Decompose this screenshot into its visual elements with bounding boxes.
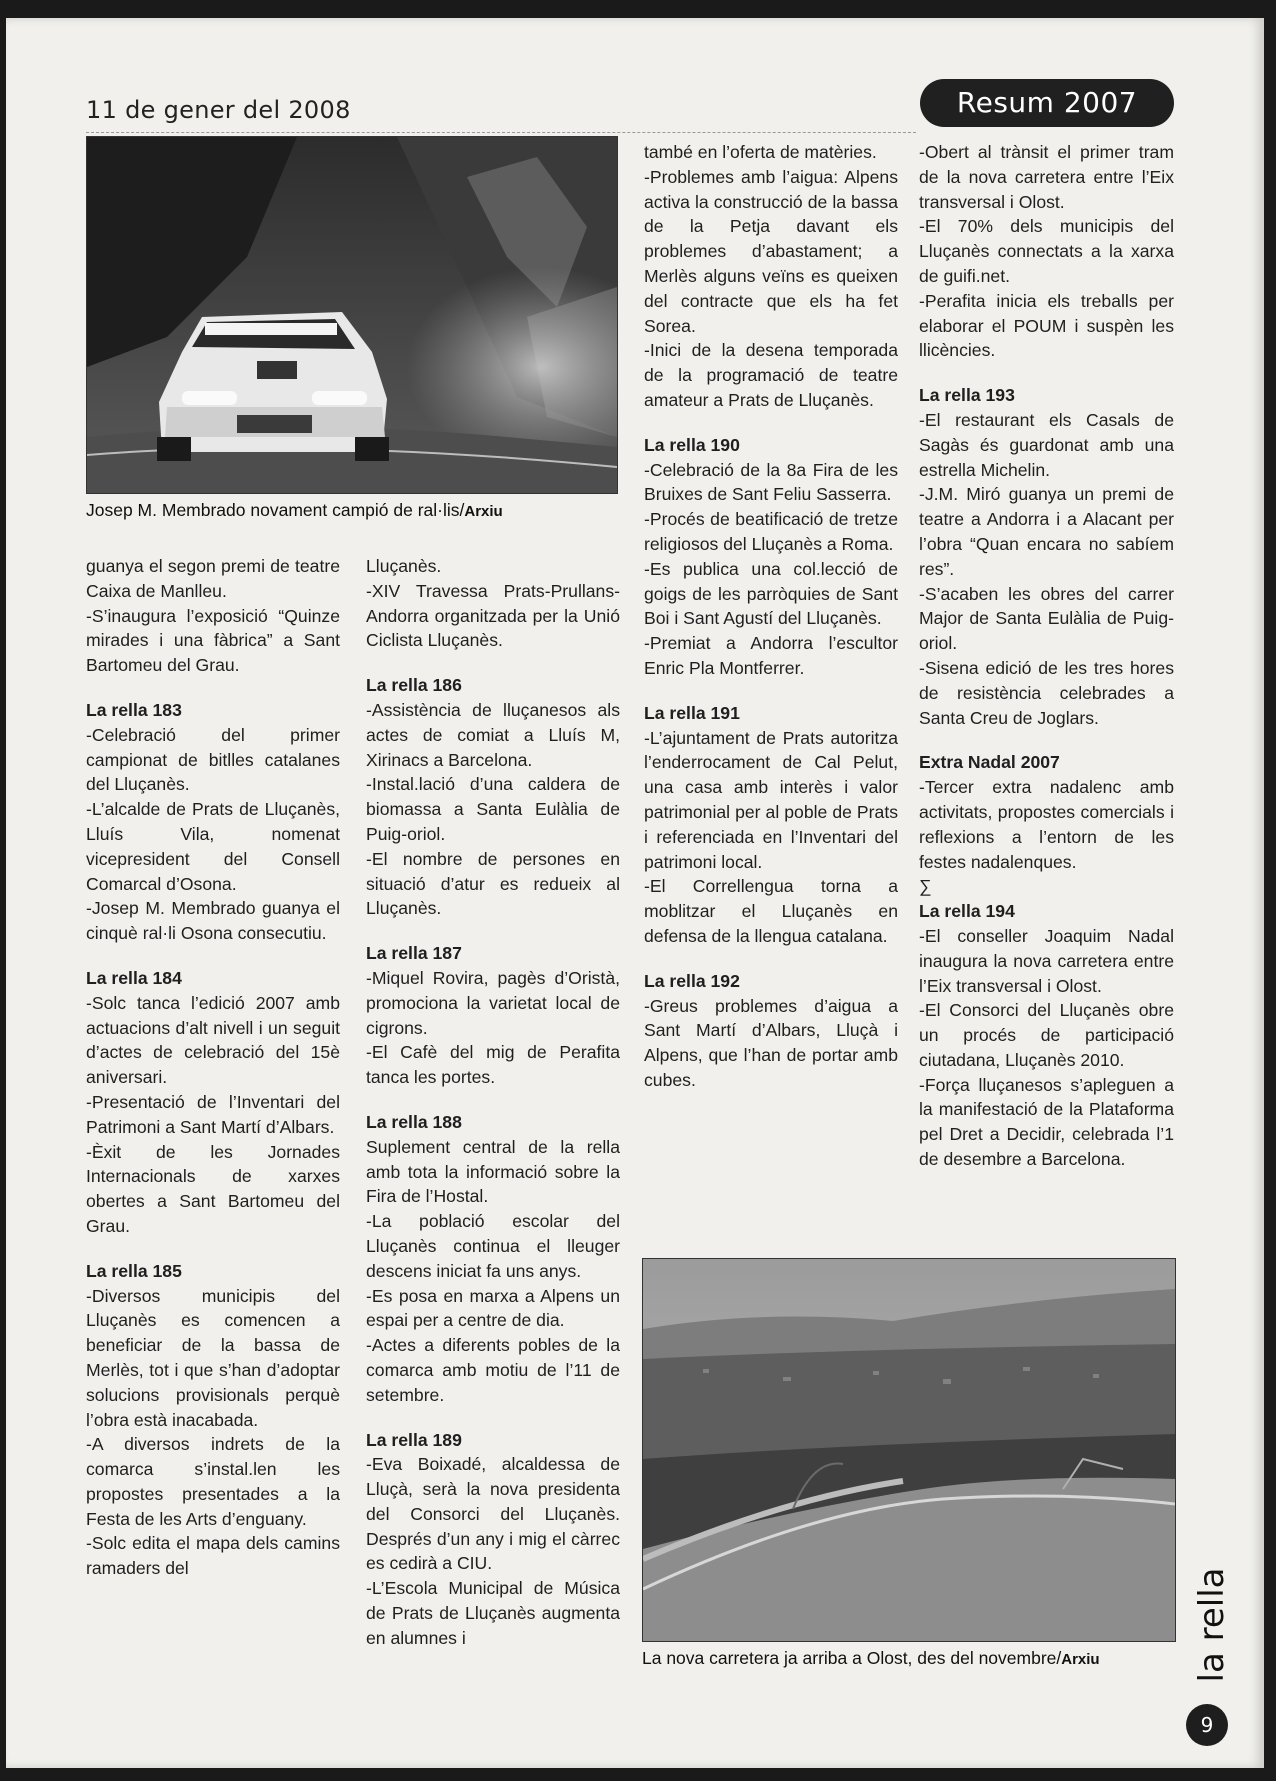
col4-text: -Sisena edició de les tres hores de resistència celebrades a Santa Creu de Joglars. bbox=[919, 657, 1174, 728]
col2-text: -El Cafè del mig de Perafita tanca les portes. bbox=[366, 1042, 620, 1088]
col1-text: -Presentació de l’Inventari del Patrimoni a Sant Martí d’Albars. bbox=[86, 1091, 340, 1137]
col1-text: -S’inaugura l’exposició “Quinze mirades i una fàbrica” a Sant Bartomeu del Grau. bbox=[86, 605, 340, 676]
col1-text: -L’alcalde de Prats de Lluçanès, Lluís Vila, nomenat vicepresident del Consell Comarcal d’Osona. bbox=[86, 799, 340, 894]
road-landscape-illustration bbox=[643, 1259, 1175, 1641]
col4-text: -El Consorci del Lluçanès obre un procés de participació ciutadana, Lluçanès 2010. bbox=[919, 1000, 1174, 1070]
col2-heading: La rella 186 bbox=[366, 675, 462, 696]
col1-text: -Solc tanca l’edició 2007 amb actuacions d’alt nivell i un seguit d’actes de celebració del 15è aniversari. bbox=[86, 992, 340, 1088]
col3-text: -Greus problemes d’aigua a Sant Martí d’Albars, Lluçà i Alpens, que l’han de portar amb cubes. bbox=[644, 995, 898, 1090]
col1-text: -Èxit de les Jornades Internacionals de xarxes obertes a Sant Bartomeu del Grau. bbox=[86, 1141, 340, 1236]
col3-text: -Es publica una col.lecció de goigs de les parròquies de Sant Boi i Sant Agustí del Lluçanès. bbox=[644, 558, 898, 629]
col1-text: -A diversos indrets de la comarca s’instal.len les propostes presentades a la Festa de les Arts d’enguany. bbox=[86, 1434, 340, 1529]
publication-name bbox=[1192, 1560, 1232, 1690]
publication-name-text: la rella bbox=[1192, 1567, 1232, 1683]
photo1-caption bbox=[86, 500, 626, 521]
column-4 bbox=[919, 140, 1174, 1172]
col2-text: -L’Escola Municipal de Música de Prats de Lluçanès augmenta en alumnes i bbox=[366, 1578, 620, 1648]
photo2-caption-source: Arxiu bbox=[1061, 1651, 1100, 1668]
rally-car-illustration bbox=[87, 137, 617, 493]
magazine-page bbox=[6, 18, 1264, 1768]
col4-text: -J.M. Miró guanya un premi de teatre a Andorra i a Alacant per l’obra “Quan encara no sabíem res”. bbox=[919, 484, 1174, 579]
col4-heading: La rella 194 bbox=[919, 901, 1015, 922]
photo2-caption-text: La nova carretera ja arriba a Olost, des del novembre/ bbox=[642, 1648, 1062, 1668]
col4-text: -S’acaben les obres del carrer Major de Santa Eulàlia de Puig-oriol. bbox=[919, 583, 1174, 654]
column-2 bbox=[366, 554, 620, 1651]
col1-text: -Josep M. Membrado guanya el cinquè ral·li Osona consecutiu. bbox=[86, 898, 340, 944]
col2-text: -XIV Travessa Prats-Prullans-Andorra organitzada per la Unió Ciclista Lluçanès. bbox=[366, 580, 620, 651]
col3-text: -Celebració de la 8a Fira de les Bruixes de Sant Feliu Sasserra. bbox=[644, 459, 898, 505]
col4-text: -El 70% dels municipis del Lluçanès connectats a la xarxa de guifi.net. bbox=[919, 216, 1174, 286]
photo2-caption bbox=[642, 1648, 1182, 1669]
col2-text: Suplement central de la rella amb tota la informació sobre la Fira de l’Hostal. bbox=[366, 1136, 620, 1207]
col2-text: -Assistència de lluçanesos als actes de comiat a Lluís M, Xirinacs a Barcelona. bbox=[366, 699, 620, 770]
col2-heading: La rella 188 bbox=[366, 1111, 462, 1132]
col1-text: -Celebració del primer campionat de bitlles catalanes del Lluçanès. bbox=[86, 724, 340, 795]
page-number: 9 bbox=[1186, 1704, 1228, 1746]
col4-symbol: ∑ bbox=[919, 876, 932, 897]
col2-heading: La rella 187 bbox=[366, 943, 462, 964]
col2-heading: La rella 189 bbox=[366, 1429, 462, 1450]
col1-text: guanya el segon premi de teatre Caixa de Manlleu. bbox=[86, 556, 340, 601]
issue-date: 11 de gener del 2008 bbox=[86, 96, 351, 124]
col4-heading: Extra Nadal 2007 bbox=[919, 752, 1060, 773]
col4-text: -Obert al trànsit el primer tram de la nova carretera entre l’Eix transversal i Olost. bbox=[919, 142, 1174, 212]
photo1-caption-source: Arxiu bbox=[464, 503, 503, 520]
col3-text: -Premiat a Andorra l’escultor Enric Pla Montferrer. bbox=[644, 633, 898, 678]
col4-text: -Força lluçanesos s’apleguen a la manifestació de la Plataforma pel Dret a Decidir, celebrada l’1 de desembre a Barcelona. bbox=[919, 1074, 1174, 1170]
photo1-caption-text: Josep M. Membrado novament campió de ral·lis/ bbox=[86, 500, 465, 520]
column-1 bbox=[86, 554, 340, 1581]
col3-text: -Procés de beatificació de tretze religiosos del Lluçanès a Roma. bbox=[644, 509, 898, 554]
col4-text: -Perafita inicia els treballs per elaborar el POUM i suspèn les llicències. bbox=[919, 290, 1174, 361]
col2-text: -Instal.lació d’una caldera de biomassa a Santa Eulàlia de Puig-oriol. bbox=[366, 774, 620, 844]
col2-text: -Miquel Rovira, pagès d’Oristà, promociona la varietat local de cigrons. bbox=[366, 967, 620, 1038]
col4-text: -Tercer extra nadalenc amb activitats, propostes comercials i reflexions a l’entorn de les festes nadalenques. bbox=[919, 777, 1174, 872]
section-title-badge: Resum 2007 bbox=[920, 79, 1174, 127]
col3-heading: La rella 190 bbox=[644, 434, 740, 455]
col4-text: -El conseller Joaquim Nadal inaugura la nova carretera entre l’Eix transversal i Olost. bbox=[919, 925, 1174, 996]
col3-text: també en l’oferta de matèries. bbox=[644, 142, 877, 162]
col1-text: -Solc edita el mapa dels camins ramaders del bbox=[86, 1533, 340, 1579]
col3-heading: La rella 191 bbox=[644, 702, 740, 723]
col3-text: -El Correllengua torna a moblitzar el Lluçanès en defensa de la llengua catalana. bbox=[644, 876, 898, 946]
column-3 bbox=[644, 140, 898, 1093]
col2-text: -Actes a diferents pobles de la comarca amb motiu de l’11 de setembre. bbox=[366, 1335, 620, 1405]
col4-text: -El restaurant els Casals de Sagàs és guardonat amb una estrella Michelin. bbox=[919, 409, 1174, 480]
rally-car-photo bbox=[86, 136, 618, 494]
col2-text: -Eva Boixadé, alcaldessa de Lluçà, serà la nova presidenta del Consorci del Lluçanès. Després d’un any i mig el càrrec es cedirà a CIU. bbox=[366, 1454, 620, 1574]
col3-text: -Inici de la desena temporada de la programació de teatre amateur a Prats de Lluçanès. bbox=[644, 340, 898, 410]
col2-text: Lluçanès. bbox=[366, 556, 442, 576]
col1-text: -Diversos municipis del Lluçanès es comencen a beneficiar de la bassa de Merlès, tot i que s’han d’adoptar solucions provisionals perquè l’obra està inacabada. bbox=[86, 1285, 340, 1430]
col3-heading: La rella 192 bbox=[644, 970, 740, 991]
header-rule bbox=[86, 132, 916, 133]
col2-text: -El nombre de persones en situació d’atur es redueix al Lluçanès. bbox=[366, 848, 620, 919]
col2-text: -La població escolar del Lluçanès continua el lleuger descens iniciat fa uns anys. bbox=[366, 1211, 620, 1281]
new-road-photo bbox=[642, 1258, 1176, 1642]
col4-heading: La rella 193 bbox=[919, 385, 1015, 406]
col1-heading: La rella 185 bbox=[86, 1260, 182, 1281]
col2-text: -Es posa en marxa a Alpens un espai per a centre de dia. bbox=[366, 1285, 620, 1331]
col3-text: -L’ajuntament de Prats autoritza l’enderrocament de Cal Pelut, una casa amb interès i valor patrimonial per al poble de Prats i referenciada en l’Inventari del patrimoni local. bbox=[644, 727, 898, 872]
col3-text: -Problemes amb l’aigua: Alpens activa la construcció de la bassa de la Petja davant els problemes d’abastament; a Merlès alguns veïns es queixen del contracte que els ha fet Sorea. bbox=[644, 166, 898, 336]
col1-heading: La rella 183 bbox=[86, 699, 182, 720]
col1-heading: La rella 184 bbox=[86, 967, 182, 988]
